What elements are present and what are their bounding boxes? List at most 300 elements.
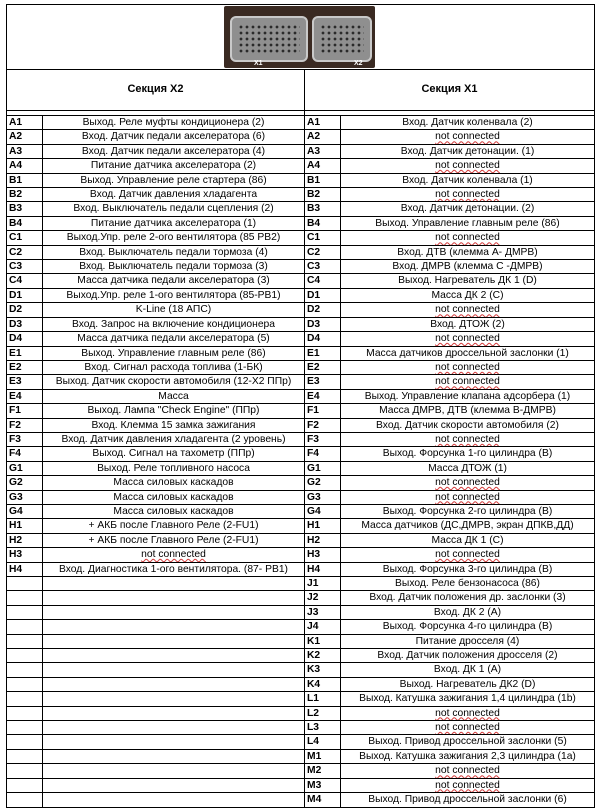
x1-pin-code-text: B1 [307,174,321,186]
x2-pin-code [7,288,43,302]
x2-pin-description [43,533,305,547]
x2-pin-code-text: E4 [9,390,22,402]
x2-pin-code [7,159,43,173]
x1-pin-description-text: not connected [435,477,500,489]
x2-pin-description-text: Питание датчика акселератора (2) [90,160,257,172]
x2-pin-description [43,548,305,562]
x2-pin-description-text: Вход. Датчик педали акселератора (6) [81,131,266,143]
table-row [7,288,595,302]
x2-pin-code-text: F4 [9,448,22,460]
x1-pin-description [341,288,595,302]
x2-pin-description [43,116,305,130]
x2-pin-code [7,519,43,533]
x1-pin-description [341,432,595,446]
table-row [7,504,595,518]
x1-pin-code-text: E3 [307,376,320,388]
table-row [7,749,595,763]
x1-pin-description [341,389,595,403]
x2-pin-description [43,591,305,605]
table-row [7,548,595,562]
table-row [7,663,595,677]
x1-pin-description-text: Вход. Датчик детонации. (1) [400,145,535,157]
x2-pin-code-text: H4 [9,563,23,575]
x2-pin-description-text: Вход. Запрос на включение кондиционера [71,318,276,330]
x2-pin-code-text: E1 [9,347,22,359]
x2-pin-code [7,216,43,230]
table-row [7,303,595,317]
x1-pin-description-text: Вход. Датчик коленвала (2) [402,117,533,128]
x1-pin-description [341,332,595,346]
table-row [7,317,595,331]
x2-pin-description-text: + АКБ после Главного Реле (2-FU1) [88,534,259,546]
x1-pin-description-text: Выход. Управление главным реле (86) [375,217,560,229]
table-row [7,476,595,490]
x1-pin-description [341,202,595,216]
table-row [7,461,595,475]
x1-pin-code [305,332,341,346]
x2-pin-description [43,562,305,576]
x2-pin-description [43,202,305,216]
x1-pin-code-text: C3 [307,261,321,273]
x1-pin-description [341,793,595,807]
x1-pin-description [341,245,595,259]
x2-pin-code-text: H1 [9,520,23,532]
x1-pin-code [305,231,341,245]
x1-pin-description-text: Вход. ДК 1 (А) [433,664,502,676]
x1-pin-description-text: not connected [435,232,500,244]
x2-pin-code-text: E3 [9,376,22,388]
x2-pin-description [43,216,305,230]
x1-pin-code [305,490,341,504]
x2-pin-description-text: Масса силовых каскадов [113,505,234,517]
x1-pin-code [305,476,341,490]
x2-pin-code [7,130,43,144]
x1-pin-code-text: C1 [307,232,321,244]
x1-pin-code-text: L1 [307,693,320,705]
x2-pin-description [43,706,305,720]
x1-pin-description [341,677,595,691]
x1-pin-description [341,346,595,360]
x1-pin-code [305,793,341,807]
x2-pin-code [7,677,43,691]
x1-pin-description-text: not connected [435,433,500,445]
x1-pin-code [305,620,341,634]
x1-pin-description-text: not connected [435,160,500,172]
table-row [7,692,595,706]
x1-pin-description [341,778,595,792]
x2-pin-code [7,274,43,288]
table-row [7,591,595,605]
x1-pin-description-text: Выход. Привод дроссельной заслонки (6) [368,794,567,806]
x1-pin-code-text: D1 [307,289,321,301]
x2-pin-description [43,778,305,792]
x1-pin-description-text: Масса ДТОЖ (1) [428,462,507,474]
x1-pin-description [341,721,595,735]
x2-pin-code-text: G1 [9,462,23,474]
x2-pin-description [43,432,305,446]
x2-pin-description-text: Вход. Выключатель педали тормоза (3) [79,261,268,273]
table-row [7,490,595,504]
x1-pin-code-text: M2 [307,765,322,777]
x1-pin-description [341,317,595,331]
x2-pin-description-text: Вход. Датчик педали акселератора (4) [81,145,266,157]
x2-pin-description [43,692,305,706]
x1-pin-code-text: L3 [307,722,320,734]
x1-pin-code [305,764,341,778]
table-row [7,116,595,130]
x2-pin-description [43,173,305,187]
x2-pin-description [43,245,305,259]
x1-pin-code-text: D3 [307,318,321,330]
x1-pin-description [341,447,595,461]
table-row [7,677,595,691]
x2-pin-code [7,461,43,475]
x1-pin-description [341,620,595,634]
x1-pin-code-text: K4 [307,678,321,690]
x1-pin-description-text: not connected [435,304,500,316]
x1-pin-description [341,404,595,418]
x1-pin-description-text: Питание дросселя (4) [415,635,520,647]
x2-pin-description [43,721,305,735]
x1-pin-description [341,519,595,533]
x1-pin-description-text: Вход. Датчик детонации. (2) [400,203,535,215]
x1-pin-description-text: not connected [435,707,500,719]
table-row [7,202,595,216]
x1-pin-code-text: J3 [307,606,319,618]
x1-pin-code [305,749,341,763]
x2-pin-code [7,577,43,591]
x1-pin-code [305,692,341,706]
x1-pin-code-text: C2 [307,246,321,258]
x2-pin-description-text: Выход.Упр. реле 1-ого вентилятора (85-РВ1) [66,289,281,301]
x2-pin-description [43,317,305,331]
x2-pin-code-text: A3 [9,145,23,157]
table-row [7,173,595,187]
x1-pin-code-text: A2 [307,131,321,143]
x1-pin-code-text: H4 [307,563,321,575]
x1-pin-description-text: Вход. ДК 2 (А) [433,606,502,618]
x1-pin-code [305,504,341,518]
x2-pin-description [43,375,305,389]
x1-pin-description-text: Выход. Привод дроссельной заслонки (5) [368,736,567,748]
x1-pin-description [341,303,595,317]
x2-pin-code [7,389,43,403]
x1-pin-code-text: G4 [307,505,321,517]
x1-pin-code-text: F4 [307,448,320,460]
x2-pin-code [7,764,43,778]
x1-pin-description-text: Масса ДМРВ, ДТВ (клемма В-ДМРВ) [379,405,556,417]
x1-pin-description-text: Масса ДК 2 (С) [431,289,504,301]
x2-pin-description-text: Вход. Датчик давления хладагента [89,189,258,201]
table-row [7,793,595,807]
x1-pin-description [341,418,595,432]
table-row [7,389,595,403]
x2-pin-code-text: H3 [9,549,23,561]
photo-label-x2: X2 [354,60,363,67]
x2-pin-code [7,793,43,807]
table-row [7,634,595,648]
x1-pin-description [341,260,595,274]
table-row [7,778,595,792]
x1-pin-description [341,144,595,158]
x2-pin-code-text: D1 [9,289,23,301]
x2-pin-description-text: Вход. Сигнал расхода топлива (1-БК) [84,361,263,373]
x2-pin-code [7,188,43,202]
x2-pin-description [43,260,305,274]
x1-pin-code [305,288,341,302]
x2-pin-code [7,562,43,576]
x2-pin-code [7,605,43,619]
x1-pin-description-text: not connected [435,361,500,373]
x1-pin-code [305,245,341,259]
x1-pin-code [305,130,341,144]
table-row [7,764,595,778]
x2-pin-description [43,504,305,518]
x2-pin-description-text: Вход. Выключатель педали тормоза (4) [79,246,268,258]
x2-pin-code [7,173,43,187]
x1-pin-description-text: Вход. Датчик положения дросселя (2) [377,650,558,662]
table-row [7,519,595,533]
x2-pin-description-text: Масса датчика педали акселератора (5) [77,333,270,345]
x2-pin-description [43,764,305,778]
x2-pin-code [7,620,43,634]
x1-pin-description [341,274,595,288]
x1-pin-code-text: J1 [307,578,319,589]
table-row [7,375,595,389]
x1-pin-description [341,764,595,778]
x1-pin-description [341,461,595,475]
x1-pin-description [341,749,595,763]
x1-pin-description-text: Вход. Датчик положения др. заслонки (3) [369,592,566,604]
x2-pin-code [7,533,43,547]
x1-pin-description [341,231,595,245]
x2-pin-code [7,245,43,259]
x2-pin-code [7,721,43,735]
x1-pin-description-text: Масса ДК 1 (С) [431,534,504,546]
x1-pin-code-text: J4 [307,621,319,633]
x1-pin-description-text: not connected [435,189,500,201]
x1-pin-description-text: not connected [435,765,500,777]
x1-pin-code-text: M4 [307,794,322,806]
x1-pin-description [341,533,595,547]
x2-pin-description [43,519,305,533]
ecu-connector-photo [224,6,375,68]
x1-pin-code-text: E1 [307,347,320,359]
x1-pin-code-text: F3 [307,433,320,445]
x2-pin-code-text: B1 [9,174,23,186]
x1-pin-description [341,216,595,230]
x1-pin-description-text: not connected [435,549,500,561]
x1-pin-code [305,202,341,216]
x2-pin-description [43,231,305,245]
x1-pin-code-text: M1 [307,750,322,762]
table-row [7,620,595,634]
x2-pin-description [43,389,305,403]
x1-pin-code [305,548,341,562]
x2-pin-code [7,202,43,216]
x2-pin-description [43,605,305,619]
x1-pin-code [305,677,341,691]
x2-pin-code [7,706,43,720]
x1-pin-code [305,591,341,605]
table-row [7,649,595,663]
x2-pin-description [43,130,305,144]
x1-pin-description-text: not connected [435,722,500,734]
connector-x2-image [312,16,372,62]
table-row [7,188,595,202]
x2-pin-code [7,649,43,663]
x2-pin-code [7,144,43,158]
x2-pin-description-text: + АКБ после Главного Реле (2-FU1) [88,520,259,532]
table-row [7,735,595,749]
x1-pin-description-text: Вход. Датчик коленвала (1) [402,174,533,186]
table-row [7,260,595,274]
x2-pin-code-text: F2 [9,419,22,431]
x2-pin-description [43,188,305,202]
x1-pin-description-text: not connected [435,131,500,143]
x2-pin-description-text: Масса силовых каскадов [113,477,234,489]
x1-pin-description-text: Выход. Управление клапана адсорбера (1) [364,390,571,402]
table-row [7,144,595,158]
x2-pin-code-text: F1 [9,405,22,417]
x2-pin-description [43,634,305,648]
table-row [7,533,595,547]
x1-section-title: Секция X1 [305,70,595,111]
x2-pin-description-text: Вход. Диагностика 1-ого вентилятора. (87- РВ1) [59,563,288,575]
x1-pin-code [305,778,341,792]
x2-pin-code [7,663,43,677]
x1-pin-code-text: L2 [307,707,320,719]
x1-pin-code [305,562,341,576]
table-row [7,721,595,735]
x2-pin-description [43,620,305,634]
x1-pin-code [305,721,341,735]
x2-pin-description-text: not connected [141,549,206,561]
x1-pin-description [341,116,595,130]
x1-pin-description [341,360,595,374]
x2-pin-code-text: B2 [9,189,23,201]
x2-pin-code-text: E2 [9,361,22,373]
x1-pin-code [305,216,341,230]
x1-pin-description-text: Вход. ДТОЖ (2) [430,318,505,330]
x1-pin-code-text: E2 [307,361,320,373]
x1-pin-code-text: C4 [307,275,321,287]
x1-pin-description-text: Вход. Датчик скорости автомобиля (2) [376,419,559,431]
x2-pin-code [7,692,43,706]
x1-pin-description [341,577,595,591]
x1-pin-code [305,634,341,648]
photo-label-x1: X1 [254,60,263,67]
table-row [7,274,595,288]
x2-pin-description [43,663,305,677]
x2-pin-description [43,274,305,288]
x1-pin-description [341,663,595,677]
x1-pin-code-text: H3 [307,549,321,561]
x2-pin-description-text: Масса [158,390,189,402]
x1-pin-code-text: A3 [307,145,321,157]
x2-pin-code [7,591,43,605]
x1-pin-description-text: not connected [435,779,500,791]
x1-pin-code-text: B2 [307,189,321,201]
x1-pin-description [341,548,595,562]
x1-pin-code [305,663,341,677]
x1-pin-code [305,432,341,446]
x1-pin-code [305,461,341,475]
x2-pin-code [7,447,43,461]
x1-pin-description-text: Вход. ДМРВ (клемма С -ДМРВ) [392,261,543,273]
x1-pin-code [305,116,341,130]
x2-pin-code-text: G2 [9,477,23,489]
x2-pin-description-text: Выход. Сигнал на тахометр (ППр) [92,448,255,460]
x1-pin-code-text: A1 [307,117,321,128]
x2-pin-description-text: Масса силовых каскадов [113,491,234,503]
table-row [7,346,595,360]
x2-pin-description [43,159,305,173]
x2-pin-description [43,303,305,317]
x2-pin-code [7,317,43,331]
x1-pin-description-text: Выход. Нагреватель ДК2 (D) [399,678,536,690]
table-row [7,231,595,245]
x2-pin-description-text: Выход. Управление главным реле (86) [81,347,266,359]
x2-pin-code-text: C2 [9,246,23,258]
x1-pin-code [305,735,341,749]
x1-pin-code [305,260,341,274]
x1-pin-description-text: Вход. ДТВ (клемма А- ДМРВ) [397,246,538,258]
x2-pin-description [43,144,305,158]
x2-pin-code-text: D4 [9,333,23,345]
x2-pin-description [43,476,305,490]
x1-pin-description-text: Выход. Реле бензонасоса (86) [395,578,540,589]
table-row [7,332,595,346]
x1-pin-code-text: L4 [307,736,320,748]
x2-pin-code [7,778,43,792]
x2-pin-code-text: G4 [9,505,23,517]
x2-pin-description-text: Вход. Датчик давления хладагента (2 уровень) [61,433,286,445]
x2-pin-code [7,432,43,446]
x1-pin-code-text: H2 [307,534,321,546]
table-row [7,130,595,144]
x2-section-title: Секция X2 [7,70,305,111]
x1-pin-code-text: M3 [307,779,322,791]
x2-pin-code [7,360,43,374]
x1-pin-code [305,533,341,547]
table-row [7,245,595,259]
x2-pin-code [7,735,43,749]
x1-pin-code [305,577,341,591]
x1-pin-description-text: Выход. Форсунка 1-го цилиндра (В) [382,448,553,460]
x2-pin-description [43,447,305,461]
x2-pin-description [43,677,305,691]
table-row [7,404,595,418]
x2-pin-code-text: F3 [9,433,22,445]
x1-pin-description-text: not connected [435,376,500,388]
table-row [7,360,595,374]
x1-pin-description [341,490,595,504]
x2-pin-description-text: Выход. Лампа "Check Engine" (ППр) [87,405,260,417]
x1-pin-description [341,159,595,173]
x1-pin-code [305,404,341,418]
x1-pin-description [341,735,595,749]
x1-pin-description [341,188,595,202]
x1-pin-description-text: Выход. Форсунка 2-го цилиндра (В) [382,505,553,517]
x2-pin-description-text: Вход. Клемма 15 замка зажигания [91,419,256,431]
x2-pin-description [43,418,305,432]
table-row [7,216,595,230]
x2-pin-description [43,577,305,591]
table-row [7,418,595,432]
x1-pin-code [305,159,341,173]
x1-pin-description [341,634,595,648]
